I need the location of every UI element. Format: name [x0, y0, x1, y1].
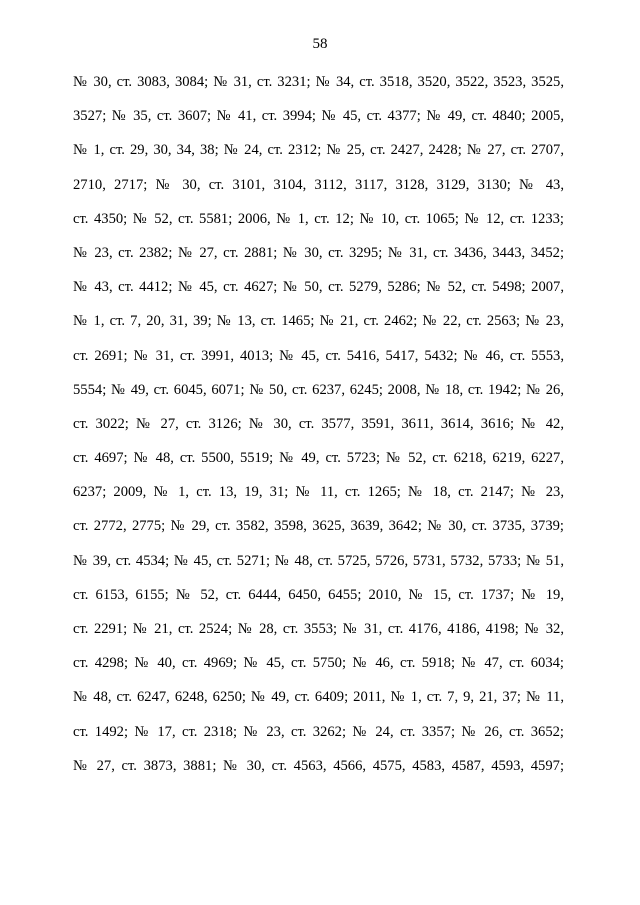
citation-paragraph [73, 72, 564, 790]
text-line: ст. 3022; № 27, ст. 3126; № 30, ст. 3577, 3591, 3611, 3614, 3616; № 42, [73, 415, 564, 432]
text-line: № 1, ст. 7, 20, 31, 39; № 13, ст. 1465; № 21, ст. 2462; № 22, ст. 2563; № 23, [73, 313, 564, 330]
text-line: ст. 4350; № 52, ст. 5581; 2006, № 1, ст. 12; № 10, ст. 1065; № 12, ст. 1233; [73, 210, 564, 227]
text-line: № 30, ст. 3083, 3084; № 31, ст. 3231; № 34, ст. 3518, 3520, 3522, 3523, 3525, [73, 74, 564, 90]
text-line: ст. 1492; № 17, ст. 2318; № 23, ст. 3262; № 24, ст. 3357; № 26, ст. 3652; [73, 723, 564, 740]
text-line: ст. 2772, 2775; № 29, ст. 3582, 3598, 3625, 3639, 3642; № 30, ст. 3735, 3739; [73, 518, 564, 535]
text-line: ст. 4298; № 40, ст. 4969; № 45, ст. 5750; № 46, ст. 5918; № 47, ст. 6034; [73, 655, 564, 672]
text-line: ст. 2691; № 31, ст. 3991, 4013; № 45, ст. 5416, 5417, 5432; № 46, ст. 5553, [73, 347, 564, 364]
text-line: № 39, ст. 4534; № 45, ст. 5271; № 48, ст. 5725, 5726, 5731, 5732, 5733; № 51, [73, 552, 564, 569]
text-line: 6237; 2009, № 1, ст. 13, 19, 31; № 11, ст. 1265; № 18, ст. 2147; № 23, [73, 484, 564, 501]
text-line: № 1, ст. 29, 30, 34, 38; № 24, ст. 2312; № 25, ст. 2427, 2428; № 27, ст. 2707, [73, 142, 564, 159]
text-line: 3527; № 35, ст. 3607; № 41, ст. 3994; № 45, ст. 4377; № 49, ст. 4840; 2005, [73, 108, 564, 125]
text-line: 5554; № 49, ст. 6045, 6071; № 50, ст. 6237, 6245; 2008, № 18, ст. 1942; № 26, [73, 381, 564, 398]
text-line: № 43, ст. 4412; № 45, ст. 4627; № 50, ст. 5279, 5286; № 52, ст. 5498; 2007, [73, 279, 564, 296]
text-line: ст. 4697; № 48, ст. 5500, 5519; № 49, ст. 5723; № 52, ст. 6218, 6219, 6227, [73, 450, 564, 467]
text-line: № 48, ст. 6247, 6248, 6250; № 49, ст. 6409; 2011, № 1, ст. 7, 9, 21, 37; № 11, [73, 689, 564, 706]
text-line: ст. 2291; № 21, ст. 2524; № 28, ст. 3553; № 31, ст. 4176, 4186, 4198; № 32, [73, 621, 564, 637]
page-number: 58 [312, 36, 328, 52]
text-line: № 23, ст. 2382; № 27, ст. 2881; № 30, ст. 3295; № 31, ст. 3436, 3443, 3452; [73, 244, 564, 261]
text-line: № 27, ст. 3873, 3881; № 30, ст. 4563, 4566, 4575, 4583, 4587, 4593, 4597; [73, 757, 564, 774]
text-line: 2710, 2717; № 30, ст. 3101, 3104, 3112, 3117, 3128, 3129, 3130; № 43, [73, 176, 564, 193]
text-line: ст. 6153, 6155; № 52, ст. 6444, 6450, 6455; 2010, № 15, ст. 1737; № 19, [73, 586, 564, 603]
